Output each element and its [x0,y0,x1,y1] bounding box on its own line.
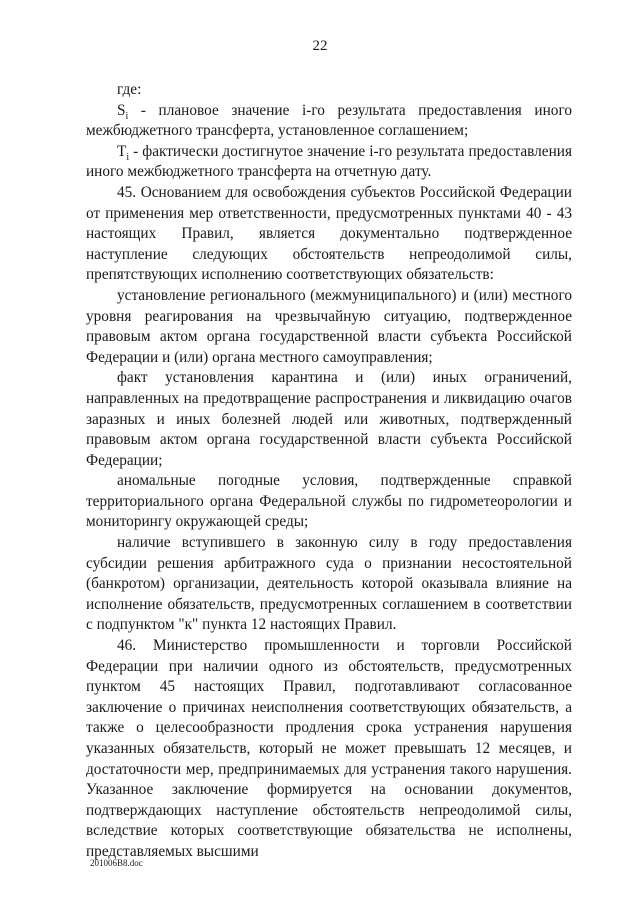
where-label: где: [117,81,142,98]
paragraph-45-item-3: аномальные погодные условия, подтвержденные справкой территориального органа Федеральной службы по гидрометеорологии и мониторингу окружающей среды; [86,472,572,531]
document-body [86,80,572,863]
paragraph-46: 46. Министерство промышленности и торговли Российской Федерации при наличии одного из обстоятельств, предусмотренных пунктом 45 настоящих Правил, подготавливают согласованное заключение о причинах неисполнения соответствующих обязательств, а также о целесообразности продления срока устранения нарушения указанных обязательств, который не может превышать 12 месяцев, и достаточности мер, предпринимаемых для устранения такого нарушения. Указанное заключение формируется на основании документов, подтверждающих наступление обстоятельств непреодолимой силы, вследствие которых соответствующие обязательства не исполнены, представляемых высшими [86,637,572,860]
footer-filename: 201006B8.doc [90,858,143,868]
definition-t [86,142,572,183]
s-symbol: S [117,101,126,119]
definition-s [86,101,572,142]
page-number: 22 [312,38,328,54]
t-subscript: i [126,151,130,163]
paragraph-45-item-4: наличие вступившего в законную силу в году предоставления субсидии решения арбитражного суда о признании несостоятельной (банкротом) организации, деятельность которой оказывала влияние на исполнение обязательств, предусмотренных соглашением в соответствии с подпунктом "к" пункта 12 настоящих Правил. [86,534,572,634]
paragraph-45-item-1: установление регионального (межмуниципального) и (или) местного уровня реагирования на чрезвычайную ситуацию, подтвержденное правовым актом органа государственной власти субъекта Российской Федерации и (или) органа местного самоуправления; [86,286,572,366]
t-symbol: T [117,142,127,160]
s-subscript: i [125,110,129,122]
s-definition-text: - плановое значение i-го результата предоставления иного межбюджетного трансферта, установленное соглашением; [86,101,572,140]
paragraph-45-item-2: факт установления карантина и (или) иных ограничений, направленных на предотвращение распространения и ликвидацию очагов заразных и иных болезней людей или животных, подтвержденный правовым актом органа государственной власти субъекта Российской Федерации; [86,369,572,469]
paragraph-45: 45. Основанием для освобождения субъектов Российской Федерации от применения мер ответственности, предусмотренных пунктами 40 - 43 настоящих Правил, является документально подтвержденное наступление следующих обстоятельств непреодолимой силы, препятствующих исполнению соответствующих обязательств: [86,183,572,284]
t-definition-text: - фактически достигнутое значение i-го результата предоставления иного межбюджетного трансферта на отчетную дату. [86,142,572,181]
